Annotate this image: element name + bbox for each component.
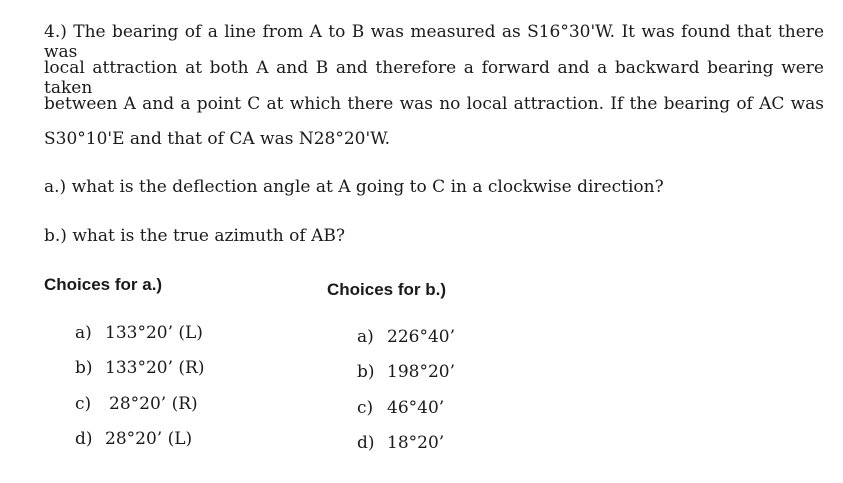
choice-letter: c) bbox=[75, 394, 92, 414]
choice-text: 133°20’ (L) bbox=[105, 323, 203, 343]
choice-letter: a) bbox=[75, 323, 92, 343]
question-part-b: b.) what is the true azimuth of AB? bbox=[44, 226, 345, 246]
choice-text: 133°20’ (R) bbox=[105, 358, 205, 378]
choice-text: 18°20’ bbox=[387, 433, 445, 453]
choices-b-heading: Choices for b.) bbox=[327, 280, 447, 299]
choice-letter: c) bbox=[357, 398, 374, 418]
choice-b-option-d bbox=[357, 433, 444, 453]
choice-text: 28°20’ (L) bbox=[105, 429, 193, 449]
choice-text: 198°20’ bbox=[387, 362, 455, 382]
choice-a-option-a bbox=[75, 323, 203, 343]
question-line-3: between A and a point C at which there was no local attraction. If the bearing of AC was bbox=[44, 94, 824, 114]
question-part-a: a.) what is the deflection angle at A going to C in a clockwise direction? bbox=[44, 177, 664, 197]
choices-a-heading: Choices for a.) bbox=[44, 275, 163, 294]
choice-a-option-c bbox=[75, 394, 198, 414]
choice-letter: b) bbox=[75, 358, 93, 378]
choice-letter: d) bbox=[75, 429, 93, 449]
choice-b-option-b bbox=[357, 362, 455, 382]
question-line-4: S30°10'E and that of CA was N28°20'W. bbox=[44, 129, 391, 149]
choice-b-option-a bbox=[357, 327, 455, 347]
choice-b-option-c bbox=[357, 398, 444, 418]
choice-text: 28°20’ (R) bbox=[109, 394, 198, 414]
choice-letter: a) bbox=[357, 327, 374, 347]
question-line-2: local attraction at both A and B and therefore a forward and a backward bearing were taken bbox=[44, 58, 824, 98]
choice-a-option-d bbox=[75, 429, 192, 449]
choice-a-option-b bbox=[75, 358, 204, 378]
choice-letter: b) bbox=[357, 362, 375, 382]
question-line-1: 4.) The bearing of a line from A to B was measured as S16°30'W. It was found that there was bbox=[44, 22, 824, 62]
choice-text: 226°40’ bbox=[387, 327, 455, 347]
choice-text: 46°40’ bbox=[387, 398, 445, 418]
choice-letter: d) bbox=[357, 433, 375, 453]
